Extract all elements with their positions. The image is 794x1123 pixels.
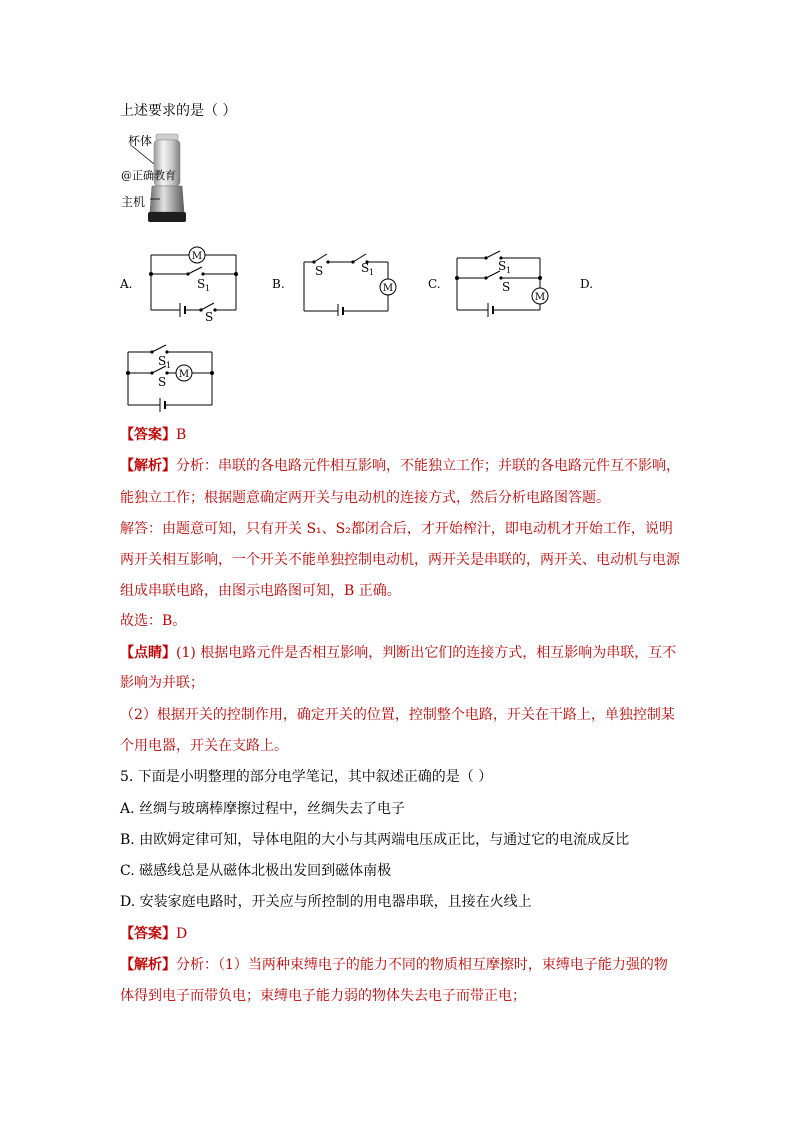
circuit-b-s1-label: S	[361, 261, 370, 275]
switch-s1-icon	[152, 345, 166, 352]
comment-text: (1) 根据电路元件是否相互影响，判断出它们的连接方式，相互影响为串联，互不	[176, 645, 677, 661]
q4-answer	[120, 425, 186, 445]
circuit-a-diagram	[140, 240, 245, 322]
q4-comment-line-2: 影响为并联；	[120, 675, 204, 691]
answer-tag: 【答案】	[120, 926, 176, 942]
q4-analysis-line-1	[120, 456, 680, 476]
q4-comment-line-1	[120, 643, 676, 663]
q4-comment-line-3: （2）根据开关的控制作用，确定开关的位置，控制整个电路，开关在干路上，单独控制某	[120, 707, 675, 723]
q4-analysis-line-5: 组成串联电路，由图示电路图可知，B 正确。	[120, 583, 401, 599]
circuit-a-s1-sub: 1	[205, 284, 211, 293]
circuit-b-s-label: S	[315, 264, 324, 278]
q5-choice-d: D. 安装家庭电路时，开关应与所控制的用电器串联，且接在火线上	[120, 894, 532, 910]
circuit-d-motor-label: M	[178, 369, 190, 380]
circuit-c-s1-sub: 1	[506, 266, 512, 275]
answer-value: D	[176, 926, 188, 942]
circuit-b-motor-label: M	[382, 283, 394, 294]
q4-analysis-line-4: 两开关相互影响，一个开关不能单独控制电动机，两开关是串联的，两开关、电动机与电源	[120, 552, 680, 568]
q4-comment-line-4: 个用电器，开关在支路上。	[120, 738, 288, 754]
circuit-d-diagram	[118, 340, 220, 412]
analysis-text: 分析：串联的各电路元件相互影响，不能独立工作；并联的各电路元件互不影响，	[176, 458, 680, 474]
switch-s1-icon	[188, 267, 202, 274]
switch-s-icon	[201, 303, 214, 310]
circuit-c-s-label: S	[502, 280, 511, 294]
q4-analysis-line-2: 能独立工作；根据题意确定两开关与电动机的连接方式，然后分析电路图答题。	[120, 490, 610, 506]
circuit-a-motor-label: M	[191, 251, 203, 262]
switch-s-icon	[314, 254, 327, 262]
q4-intro: 上述要求的是（ ）	[120, 103, 237, 119]
circuit-c-diagram	[448, 248, 553, 318]
circuit-b-s1-sub: 1	[369, 268, 375, 277]
circuit-b-diagram	[295, 248, 405, 316]
q4-analysis-line-6: 故选：B。	[120, 613, 187, 629]
circuit-c-motor-label: M	[534, 292, 546, 303]
q5-answer	[120, 924, 187, 944]
option-c-letter: C.	[428, 277, 441, 291]
cup-label: 杯体	[128, 134, 153, 148]
watermark-text: @正确教育	[121, 169, 176, 182]
option-d-letter: D.	[580, 277, 594, 291]
q5-choice-c: C. 磁感线总是从磁体北极出发回到磁体南极	[120, 863, 392, 879]
base-label: 主机	[121, 195, 146, 209]
option-b-letter: B.	[272, 277, 285, 291]
circuit-d-s1-label: S	[158, 354, 167, 368]
circuit-c-s1-label: S	[498, 259, 507, 273]
analysis-tag: 【解析】	[120, 957, 176, 973]
q4-analysis-line-3: 解答：由题意可知，只有开关 S₁、S₂都闭合后，才开始榨汁，即电动机才开始工作，说明	[120, 521, 673, 537]
q5-analysis-line-1	[120, 955, 668, 975]
circuit-d-s-label: S	[158, 375, 167, 389]
circuit-d-s1-sub: 1	[166, 361, 172, 370]
comment-tag: 【点睛】	[120, 645, 176, 661]
answer-tag: 【答案】	[120, 427, 176, 443]
option-a-letter: A.	[120, 277, 133, 291]
analysis-text: 分析：（1）当两种束缚电子的能力不同的物质相互摩擦时，束缚电子能力强的物	[176, 957, 668, 973]
circuit-a-s-label: S	[205, 310, 214, 322]
q5-choice-a: A. 丝绸与玻璃棒摩擦过程中，丝绸失去了电子	[120, 801, 406, 817]
answer-value: B	[176, 427, 187, 443]
q5-stem: 5. 下面是小明整理的部分电学笔记，其中叙述正确的是（ ）	[120, 769, 493, 785]
circuit-a-s1-label: S	[197, 277, 206, 291]
analysis-tag: 【解析】	[120, 458, 176, 474]
switch-s1-icon	[486, 251, 500, 258]
q5-analysis-line-2: 体得到电子而带负电；束缚电子能力弱的物体失去电子而带正电；	[120, 988, 526, 1004]
q5-choice-b: B. 由欧姆定律可知，导体电阻的大小与其两端电压成正比，与通过它的电流成反比	[120, 832, 630, 848]
